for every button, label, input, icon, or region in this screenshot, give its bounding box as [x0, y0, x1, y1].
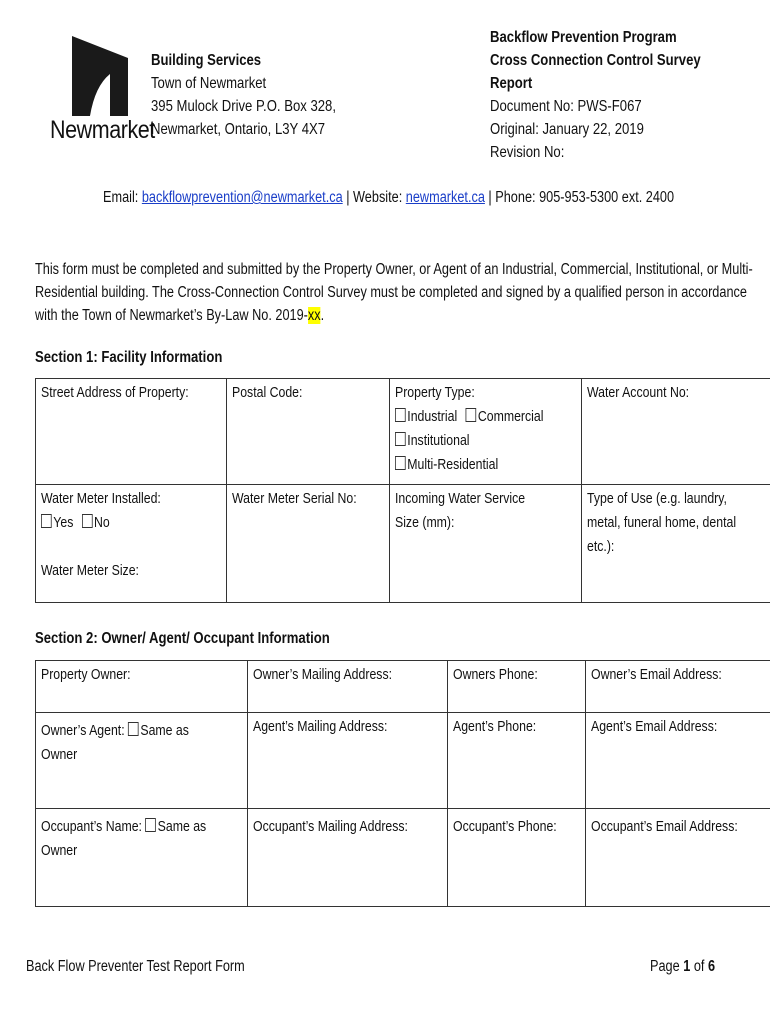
type-of-use-label-3: etc.): [587, 538, 615, 555]
property-type-row-3 [395, 453, 543, 477]
commercial-label: Commercial [477, 408, 544, 425]
agent-email-label: Agent’s Email Address: [590, 718, 718, 735]
occupant-mailing-label: Occupant’s Mailing Address: [253, 818, 409, 835]
incoming-service-label-2: Size (mm): [395, 514, 455, 531]
phone-text: | Phone: 905-953-5300 ext. 2400 [484, 189, 675, 206]
no-label: No [94, 514, 110, 531]
address-line-3: Newmarket, Ontario, L3Y 4X7 [151, 121, 326, 138]
meter-serial-cell[interactable] [227, 485, 390, 603]
agent-email-cell[interactable] [585, 713, 770, 809]
footer-form-name: Back Flow Preventer Test Report Form [26, 958, 245, 975]
occupant-email-cell[interactable] [585, 809, 770, 907]
occupant-same-as-owner-checkbox[interactable] [145, 818, 156, 832]
industrial-checkbox[interactable] [395, 408, 406, 422]
section-1-title: Section 1: Facility Information [35, 349, 223, 366]
institutional-label: Institutional [407, 432, 470, 449]
address-line-2: 395 Mulock Drive P.O. Box 328, [151, 98, 336, 115]
intro-line-3 [35, 304, 753, 327]
multi-residential-checkbox[interactable] [395, 456, 406, 470]
owner-word: Owner [41, 746, 78, 763]
water-account-cell[interactable] [582, 379, 770, 485]
occupant-email-label: Occupant’s Email Address: [590, 818, 738, 835]
institutional-checkbox[interactable] [395, 432, 406, 446]
intro-line-2: Residential building. The Cross-Connection Control Survey must be completed and signed by a qualified person in accordance [35, 284, 747, 301]
owner-agent-occupant-table [35, 660, 770, 907]
type-of-use-cell[interactable] [582, 485, 770, 603]
page-label: Page [650, 958, 684, 975]
occupant-phone-cell[interactable] [448, 809, 585, 907]
agent-mailing-cell[interactable] [248, 713, 448, 809]
bylaw-placeholder-highlight: xx [307, 307, 321, 324]
property-owner-cell[interactable] [36, 661, 248, 713]
agent-mailing-label: Agent’s Mailing Address: [253, 718, 388, 735]
meter-installed-cell [36, 485, 227, 603]
revision-number: Revision No: [490, 144, 565, 161]
yes-checkbox[interactable] [41, 514, 52, 528]
facility-info-table [35, 378, 770, 603]
owner-mailing-label: Owner’s Mailing Address: [253, 666, 393, 683]
type-of-use-label-1: Type of Use (e.g. laundry, [587, 490, 728, 507]
section-2-title: Section 2: Owner/ Agent/ Occupant Information [35, 630, 330, 647]
owner-mailing-cell[interactable] [248, 661, 448, 713]
property-type-row-1 [395, 405, 543, 429]
intro-line-1: This form must be completed and submitted by the Property Owner, or Agent of an Industrial, Commercial, Institutional, or Multi- [35, 261, 753, 278]
agent-same-as-owner-checkbox[interactable] [128, 722, 139, 736]
of-label: of [690, 958, 708, 975]
occupant-name-label: Occupant’s Name: [41, 818, 146, 835]
address-line-1: Town of Newmarket [151, 75, 267, 92]
agent-phone-cell[interactable] [448, 713, 585, 809]
property-type-label: Property Type: [395, 384, 475, 401]
no-checkbox[interactable] [82, 514, 93, 528]
owners-agent-cell[interactable] [36, 713, 248, 809]
department-block [151, 49, 336, 141]
occupant-phone-label: Occupant’s Phone: [453, 818, 558, 835]
occupant-mailing-cell[interactable] [248, 809, 448, 907]
form-title-line-2: Report [490, 75, 533, 92]
meter-size-label: Water Meter Size: [41, 562, 139, 579]
yes-label: Yes [53, 514, 74, 531]
document-info [490, 26, 701, 164]
page-total: 6 [707, 958, 716, 975]
postal-code-cell[interactable] [227, 379, 390, 485]
property-owner-label: Property Owner: [41, 666, 131, 683]
intro-line-3-text: with the Town of Newmarket’s By-Law No. 2019- [35, 307, 308, 324]
intro-paragraph [35, 258, 753, 327]
logo-wordmark: Newmarket [50, 116, 155, 144]
page-current: 1 [683, 958, 691, 975]
website-label: | Website: [342, 189, 406, 206]
same-as-label: Same as [140, 722, 189, 739]
form-title-line-1: Cross Connection Control Survey [490, 52, 701, 69]
occupant-name-label-row [41, 815, 206, 839]
owners-agent-label-row [41, 719, 206, 743]
occupant-owner-word: Owner [41, 842, 78, 859]
type-of-use-label-2: metal, funeral home, dental [587, 514, 737, 531]
water-account-label: Water Account No: [587, 384, 690, 401]
occupant-same-as-label: Same as [157, 818, 207, 835]
department-name: Building Services [151, 52, 262, 69]
street-address-label: Street Address of Property: [41, 384, 189, 401]
owners-phone-cell[interactable] [448, 661, 585, 713]
contact-line [103, 189, 674, 207]
commercial-checkbox[interactable] [466, 408, 477, 422]
owner-email-label: Owner’s Email Address: [590, 666, 722, 683]
intro-line-3-end: . [320, 307, 325, 324]
meter-installed-options [41, 511, 189, 535]
meter-serial-label: Water Meter Serial No: [232, 490, 357, 507]
program-name: Backflow Prevention Program [490, 29, 677, 46]
agent-phone-label: Agent’s Phone: [453, 718, 537, 735]
incoming-service-label-1: Incoming Water Service [395, 490, 526, 507]
street-address-cell[interactable] [36, 379, 227, 485]
original-date: Original: January 22, 2019 [490, 121, 644, 138]
owners-agent-label: Owner’s Agent: [41, 722, 129, 739]
incoming-service-cell[interactable] [390, 485, 582, 603]
document-number: Document No: PWS-F067 [490, 98, 642, 115]
postal-code-label: Postal Code: [232, 384, 303, 401]
owners-phone-label: Owners Phone: [453, 666, 539, 683]
meter-installed-label: Water Meter Installed: [41, 490, 161, 507]
owner-email-cell[interactable] [585, 661, 770, 713]
email-label: Email: [103, 189, 142, 206]
page-number [650, 958, 715, 976]
multi-residential-label: Multi-Residential [407, 456, 499, 473]
email-link[interactable]: backflowprevention@newmarket.ca [141, 189, 343, 206]
website-link[interactable]: newmarket.ca [405, 189, 485, 206]
industrial-label: Industrial [407, 408, 458, 425]
property-type-cell [390, 379, 582, 485]
occupant-name-cell[interactable] [36, 809, 248, 907]
property-type-row-2 [395, 429, 543, 453]
